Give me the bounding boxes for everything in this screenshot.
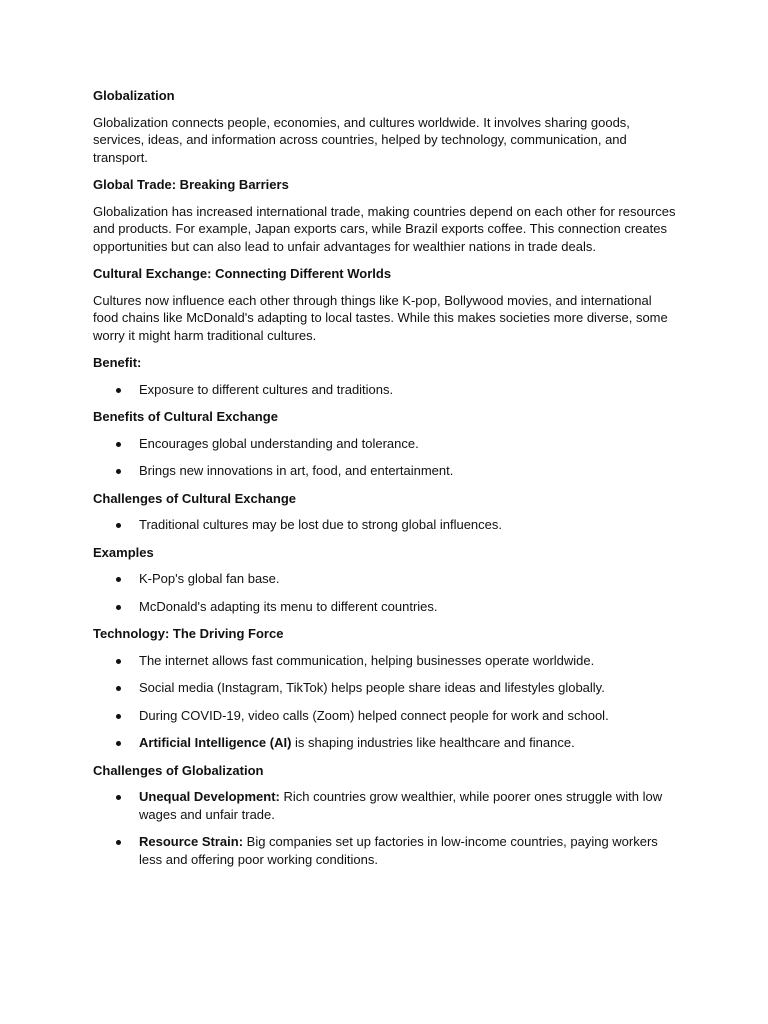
document-title: Globalization bbox=[93, 88, 175, 103]
culture-paragraph: Cultures now influence each other through things like K-pop, Bollywood movies, and international food chains like McDonald's adapting to local tastes. While this makes societies more diverse, some worry it might harm traditional cultures. bbox=[93, 292, 668, 343]
list-item bbox=[93, 598, 677, 616]
list-item-text: Exposure to different cultures and traditions. bbox=[139, 381, 394, 397]
bullet-icon bbox=[116, 840, 121, 845]
list-item-text: McDonald's adapting its menu to different countries. bbox=[139, 598, 438, 614]
list-item-term: Unequal Development: bbox=[139, 789, 280, 804]
list-item bbox=[93, 788, 677, 823]
list-item-term: Resource Strain: bbox=[139, 834, 244, 849]
benefit-list bbox=[93, 381, 677, 399]
intro-paragraph: Globalization connects people, economies, and cultures worldwide. It involves sharing goods, services, ideas, and information across countries, helped by technology, communication, and transport. bbox=[93, 114, 630, 165]
ai-term: Artificial Intelligence (AI) bbox=[139, 735, 292, 750]
challenges-global-list bbox=[93, 788, 677, 868]
list-item bbox=[93, 652, 677, 670]
challenges-global-heading: Challenges of Globalization bbox=[93, 762, 264, 778]
trade-paragraph: Globalization has increased international trade, making countries depend on each other for resources and products. For example, Japan exports cars, while Brazil exports coffee. This connection creates opportunities but can also lead to unfair advantages for wealthier nations in trade deals. bbox=[93, 203, 676, 254]
list-item bbox=[93, 462, 677, 480]
bullet-icon bbox=[116, 714, 121, 719]
benefits-cultural-list bbox=[93, 435, 677, 480]
benefit-heading: Benefit: bbox=[93, 355, 142, 370]
list-item bbox=[93, 833, 677, 868]
examples-list bbox=[93, 570, 677, 615]
bullet-icon bbox=[116, 442, 121, 447]
challenges-cultural-list bbox=[93, 516, 677, 534]
list-item bbox=[93, 707, 677, 725]
bullet-icon bbox=[116, 741, 121, 746]
list-item-text: Encourages global understanding and tolerance. bbox=[139, 435, 419, 451]
technology-heading: Technology: The Driving Force bbox=[93, 626, 284, 641]
technology-list bbox=[93, 652, 677, 752]
bullet-icon bbox=[116, 388, 121, 393]
bullet-icon bbox=[116, 469, 121, 474]
challenges-cultural-heading: Challenges of Cultural Exchange bbox=[93, 490, 296, 506]
list-item-text: K-Pop's global fan base. bbox=[139, 571, 280, 586]
benefits-cultural-heading: Benefits of Cultural Exchange bbox=[93, 409, 278, 424]
bullet-icon bbox=[116, 795, 121, 800]
list-item-text: Traditional cultures may be lost due to strong global influences. bbox=[139, 517, 502, 532]
list-item-text: During COVID-19, video calls (Zoom) helped connect people for work and school. bbox=[139, 707, 609, 723]
list-item-text: Social media (Instagram, TikTok) helps people share ideas and lifestyles globally. bbox=[139, 680, 605, 695]
list-item-text: is shaping industries like healthcare and finance. bbox=[291, 735, 575, 750]
list-item bbox=[93, 679, 677, 697]
bullet-icon bbox=[116, 659, 121, 664]
list-item bbox=[93, 381, 677, 399]
list-item bbox=[93, 516, 677, 534]
list-item-text: Brings new innovations in art, food, and entertainment. bbox=[139, 463, 454, 478]
list-item bbox=[93, 570, 677, 588]
bullet-icon bbox=[116, 605, 121, 610]
list-item-text: Rich countries grow wealthier, while poorer ones struggle with low wages and unfair trade. bbox=[139, 789, 663, 822]
list-item-text: The internet allows fast communication, helping businesses operate worldwide. bbox=[139, 652, 595, 668]
document-body bbox=[93, 87, 677, 878]
bullet-icon bbox=[116, 523, 121, 528]
examples-heading: Examples bbox=[93, 544, 154, 560]
list-item bbox=[93, 734, 677, 752]
bullet-icon bbox=[116, 686, 121, 691]
list-item bbox=[93, 435, 677, 453]
culture-heading: Cultural Exchange: Connecting Different Worlds bbox=[93, 266, 392, 281]
list-item-text: Big companies set up factories in low-income countries, paying workers less and offering poor working conditions. bbox=[139, 834, 658, 867]
bullet-icon bbox=[116, 577, 121, 582]
trade-heading: Global Trade: Breaking Barriers bbox=[93, 177, 289, 192]
